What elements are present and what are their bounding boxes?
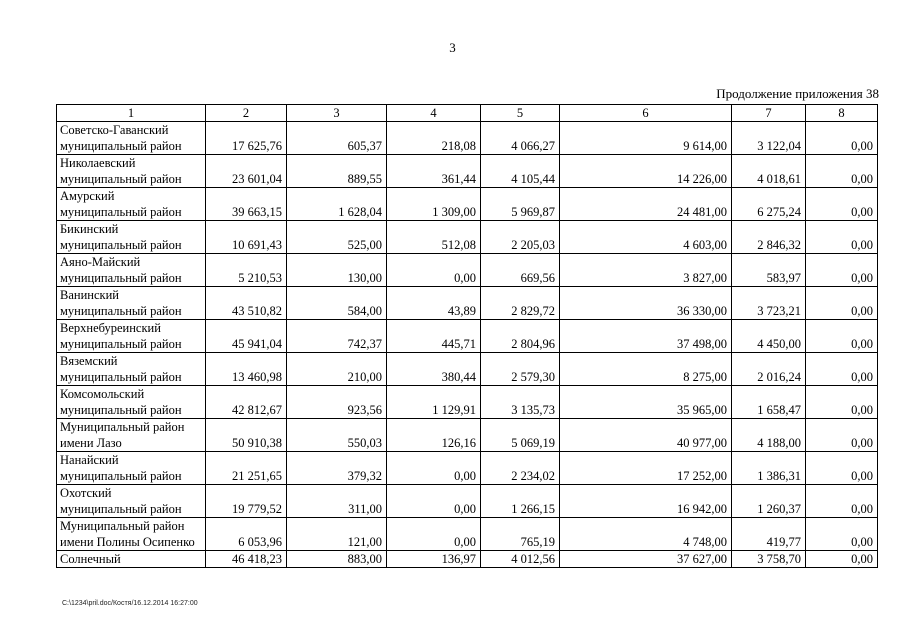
table-row [57, 221, 878, 254]
value-cell: 50 910,38 [206, 419, 287, 452]
value-cell: 5 969,87 [481, 188, 560, 221]
value-cell: 1 309,00 [387, 188, 481, 221]
district-name-cell: Ванинский муниципальный район [57, 287, 206, 320]
value-cell: 1 658,47 [732, 386, 806, 419]
value-cell: 2 579,30 [481, 353, 560, 386]
table-body [57, 122, 878, 568]
district-name-cell: Аяно-Майский муниципальный район [57, 254, 206, 287]
value-cell: 13 460,98 [206, 353, 287, 386]
district-name-cell: Советско-Гаванский муниципальный район [57, 122, 206, 155]
value-cell: 0,00 [806, 155, 878, 188]
column-header: 2 [206, 105, 287, 122]
column-header: 1 [57, 105, 206, 122]
value-cell: 4 066,27 [481, 122, 560, 155]
value-cell: 14 226,00 [560, 155, 732, 188]
value-cell: 419,77 [732, 518, 806, 551]
table-row [57, 155, 878, 188]
value-cell: 3 135,73 [481, 386, 560, 419]
district-name-cell: Муниципальный район имени Лазо [57, 419, 206, 452]
value-cell: 6 275,24 [732, 188, 806, 221]
value-cell: 5 069,19 [481, 419, 560, 452]
table-row [57, 452, 878, 485]
value-cell: 121,00 [287, 518, 387, 551]
value-cell: 2 016,24 [732, 353, 806, 386]
table-row [57, 551, 878, 568]
value-cell: 136,97 [387, 551, 481, 568]
value-cell: 4 012,56 [481, 551, 560, 568]
value-cell: 46 418,23 [206, 551, 287, 568]
value-cell: 2 829,72 [481, 287, 560, 320]
value-cell: 4 748,00 [560, 518, 732, 551]
value-cell: 21 251,65 [206, 452, 287, 485]
table-row [57, 518, 878, 551]
value-cell: 0,00 [387, 485, 481, 518]
column-header: 5 [481, 105, 560, 122]
value-cell: 37 498,00 [560, 320, 732, 353]
district-name-cell: Вяземский муниципальный район [57, 353, 206, 386]
column-header: 6 [560, 105, 732, 122]
value-cell: 0,00 [806, 287, 878, 320]
value-cell: 742,37 [287, 320, 387, 353]
column-header: 3 [287, 105, 387, 122]
value-cell: 4 603,00 [560, 221, 732, 254]
value-cell: 4 105,44 [481, 155, 560, 188]
value-cell: 3 758,70 [732, 551, 806, 568]
value-cell: 8 275,00 [560, 353, 732, 386]
value-cell: 1 386,31 [732, 452, 806, 485]
value-cell: 2 205,03 [481, 221, 560, 254]
district-name-cell: Охотский муниципальный район [57, 485, 206, 518]
value-cell: 765,19 [481, 518, 560, 551]
value-cell: 19 779,52 [206, 485, 287, 518]
value-cell: 583,97 [732, 254, 806, 287]
value-cell: 669,56 [481, 254, 560, 287]
value-cell: 2 804,96 [481, 320, 560, 353]
value-cell: 525,00 [287, 221, 387, 254]
table-row [57, 386, 878, 419]
table-row [57, 320, 878, 353]
value-cell: 37 627,00 [560, 551, 732, 568]
value-cell: 889,55 [287, 155, 387, 188]
value-cell: 0,00 [806, 485, 878, 518]
value-cell: 0,00 [806, 518, 878, 551]
value-cell: 4 018,61 [732, 155, 806, 188]
value-cell: 17 252,00 [560, 452, 732, 485]
table-row [57, 287, 878, 320]
value-cell: 0,00 [806, 122, 878, 155]
value-cell: 43 510,82 [206, 287, 287, 320]
district-name-cell: Комсомольский муниципальный район [57, 386, 206, 419]
value-cell: 210,00 [287, 353, 387, 386]
value-cell: 0,00 [806, 419, 878, 452]
value-cell: 0,00 [806, 386, 878, 419]
value-cell: 0,00 [806, 221, 878, 254]
value-cell: 218,08 [387, 122, 481, 155]
value-cell: 4 188,00 [732, 419, 806, 452]
value-cell: 3 723,21 [732, 287, 806, 320]
value-cell: 445,71 [387, 320, 481, 353]
district-name-cell: Солнечный [57, 551, 206, 568]
value-cell: 380,44 [387, 353, 481, 386]
value-cell: 23 601,04 [206, 155, 287, 188]
value-cell: 0,00 [806, 320, 878, 353]
page-number: 3 [449, 40, 456, 55]
value-cell: 512,08 [387, 221, 481, 254]
value-cell: 379,32 [287, 452, 387, 485]
table-caption: Продолжение приложения 38 [716, 86, 879, 101]
value-cell: 1 129,91 [387, 386, 481, 419]
table-row [57, 485, 878, 518]
value-cell: 6 053,96 [206, 518, 287, 551]
value-cell: 130,00 [287, 254, 387, 287]
district-name-cell: Амурский муниципальный район [57, 188, 206, 221]
value-cell: 1 266,15 [481, 485, 560, 518]
value-cell: 0,00 [806, 452, 878, 485]
value-cell: 39 663,15 [206, 188, 287, 221]
table-row [57, 353, 878, 386]
value-cell: 45 941,04 [206, 320, 287, 353]
value-cell: 5 210,53 [206, 254, 287, 287]
value-cell: 126,16 [387, 419, 481, 452]
value-cell: 0,00 [387, 452, 481, 485]
value-cell: 883,00 [287, 551, 387, 568]
file-path-footer: C:\1234\pril.doc/Костя/16.12.2014 16:27:00 [62, 600, 198, 607]
value-cell: 0,00 [806, 551, 878, 568]
value-cell: 550,03 [287, 419, 387, 452]
district-name-cell: Николаевский муниципальный район [57, 155, 206, 188]
column-header: 8 [806, 105, 878, 122]
value-cell: 10 691,43 [206, 221, 287, 254]
value-cell: 0,00 [387, 518, 481, 551]
header-row [57, 105, 878, 122]
value-cell: 605,37 [287, 122, 387, 155]
value-cell: 35 965,00 [560, 386, 732, 419]
value-cell: 0,00 [806, 353, 878, 386]
value-cell: 24 481,00 [560, 188, 732, 221]
value-cell: 2 234,02 [481, 452, 560, 485]
value-cell: 3 122,04 [732, 122, 806, 155]
value-cell: 0,00 [806, 188, 878, 221]
table-row [57, 254, 878, 287]
column-header: 4 [387, 105, 481, 122]
value-cell: 42 812,67 [206, 386, 287, 419]
value-cell: 584,00 [287, 287, 387, 320]
value-cell: 4 450,00 [732, 320, 806, 353]
value-cell: 17 625,76 [206, 122, 287, 155]
table-row [57, 122, 878, 155]
value-cell: 9 614,00 [560, 122, 732, 155]
district-name-cell: Нанайский муниципальный район [57, 452, 206, 485]
column-header: 7 [732, 105, 806, 122]
value-cell: 16 942,00 [560, 485, 732, 518]
table-row [57, 419, 878, 452]
district-name-cell: Бикинский муниципальный район [57, 221, 206, 254]
district-name-cell: Муниципальный район имени Полины Осипенко [57, 518, 206, 551]
value-cell: 1 628,04 [287, 188, 387, 221]
district-name-cell: Верхнебуреинский муниципальный район [57, 320, 206, 353]
value-cell: 2 846,32 [732, 221, 806, 254]
value-cell: 40 977,00 [560, 419, 732, 452]
value-cell: 311,00 [287, 485, 387, 518]
value-cell: 43,89 [387, 287, 481, 320]
value-cell: 0,00 [387, 254, 481, 287]
value-cell: 1 260,37 [732, 485, 806, 518]
table-row [57, 188, 878, 221]
data-table [56, 104, 878, 568]
value-cell: 36 330,00 [560, 287, 732, 320]
value-cell: 3 827,00 [560, 254, 732, 287]
value-cell: 923,56 [287, 386, 387, 419]
value-cell: 0,00 [806, 254, 878, 287]
value-cell: 361,44 [387, 155, 481, 188]
